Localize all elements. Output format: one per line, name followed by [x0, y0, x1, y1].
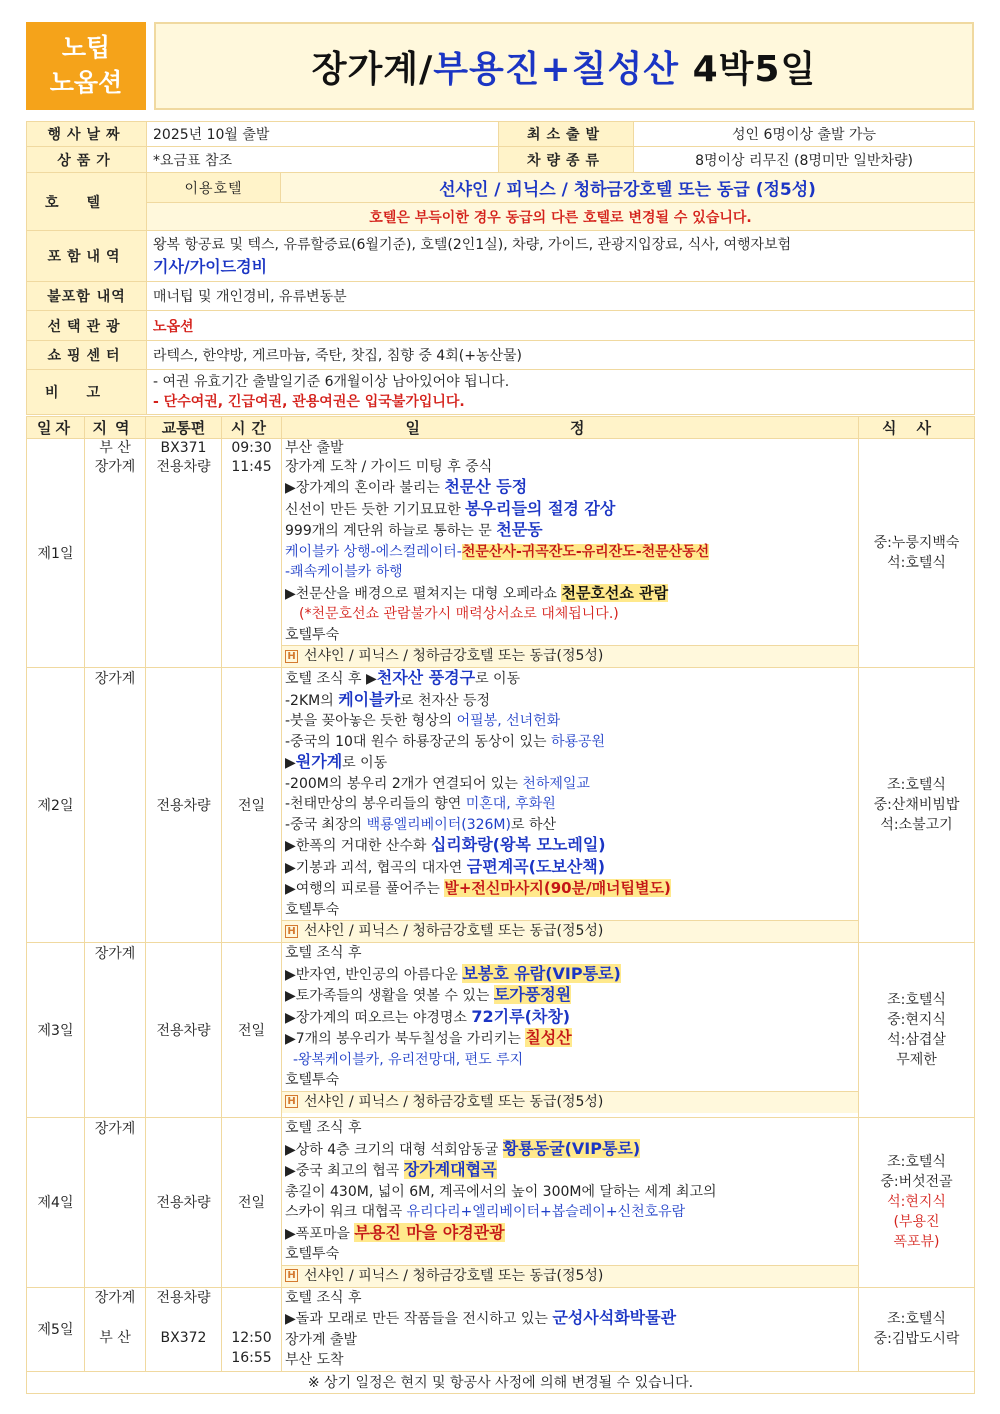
day1-line4-text: 신선이 만든 듯한 기기묘묘한: [285, 501, 466, 518]
day1-line1: 부산 출발: [285, 440, 344, 456]
day4-transport: 전용차량: [146, 1118, 222, 1288]
page-title: [154, 22, 974, 110]
day3-meal1: 조:호텔식: [887, 992, 946, 1008]
day2-line5-highlight: 원가계: [295, 752, 343, 771]
day1-line4-highlight: 봉우리들의 절경 감상: [465, 498, 616, 518]
day1-line5-highlight: 천문동: [496, 520, 543, 539]
no-tip-no-option-badge: [26, 22, 146, 110]
day4-line7: 호텔투숙: [285, 1246, 340, 1262]
note-1: - 여권 유효기간 출발일기준 6개월이상 남아있어야 됩니다.: [153, 374, 510, 390]
day4-line5-highlight: 유리다리+엘리베이터+봅슬레이+신천호유람: [406, 1204, 686, 1220]
day1-line10: 호텔투숙: [285, 626, 340, 643]
day2-line4-highlight: 하룡공원: [550, 733, 606, 750]
price-value: *요금표 참조: [147, 147, 499, 173]
min-value: 성인 6명이상 출발 가능: [634, 122, 975, 147]
day4-line3-highlight: 장가계대협곡: [403, 1160, 497, 1179]
hotel-icon: H: [285, 1095, 298, 1108]
day2-line10-highlight: 금편계곡(도보산책): [466, 856, 606, 876]
shopping-value: 라텍스, 한약방, 게르마늄, 죽탄, 찻집, 침향 중 4회(+농산물): [147, 341, 975, 370]
day2-line7-highlight: 미혼대, 후화원: [465, 796, 556, 812]
header-region: 지역: [85, 417, 146, 439]
day3-meal3: 석:삼겹살: [887, 1032, 946, 1048]
day1-hotel-row: [282, 645, 858, 667]
day1-line5-text: 999개의 계단위 하늘로 통하는 문: [285, 523, 497, 539]
day2-label: 제2일: [27, 668, 85, 943]
day4-line1: 호텔 조식 후: [285, 1120, 362, 1136]
day3-meal4: 무제한: [896, 1052, 937, 1068]
day4-line3-text: ▶중국 최고의 협곡: [285, 1163, 404, 1179]
day3-line2-text: ▶반자연, 반인공의 아름다운: [285, 966, 463, 983]
day3-row: [27, 943, 975, 1118]
day4-meal3: 석:현지식: [887, 1194, 946, 1211]
day4-time: 전일: [222, 1118, 282, 1288]
header-meal: 식사: [859, 417, 975, 439]
day1-time1: 09:30: [231, 440, 272, 456]
hotel-note: 호텔은 부득이한 경우 동급의 다른 호텔로 변경될 수 있습니다.: [147, 203, 975, 231]
day3-region: 장가계: [85, 943, 146, 1118]
day5-region1: 장가계: [94, 1289, 136, 1306]
day2-line3-text: -붓을 꽂아놓은 듯한 형상의: [285, 713, 457, 729]
day1-line3-text: ▶장가계의 혼이라 불리는: [285, 480, 445, 496]
day5-meal1: 조:호텔식: [887, 1311, 946, 1327]
day1-row: [27, 439, 975, 668]
day4-line2-text: ▶상하 4층 크기의 대형 석회암동굴: [285, 1141, 503, 1158]
day3-line5-highlight: 칠성산: [525, 1028, 572, 1047]
day4-meal2: 중:버섯전골: [880, 1174, 953, 1191]
day1-time2: 11:45: [231, 459, 272, 475]
day4-line5-text: 스카이 워크 대협곡: [285, 1204, 407, 1220]
day2-line11-text: ▶여행의 피로를 풀어주는: [285, 881, 445, 897]
day2-hotel-text: 선샤인 / 피닉스 / 청하금강호텔 또는 동급(정5성): [304, 923, 604, 939]
day1-line9: (*천문호선쇼 관람불가시 매력상서쇼로 대체됩니다.): [299, 606, 619, 622]
day5-line3: 장가계 출발: [285, 1331, 358, 1348]
day2-line5-suffix: 로 이동: [342, 755, 388, 771]
day2-line12: 호텔투숙: [285, 901, 340, 918]
hotel-icon: H: [285, 925, 298, 938]
day5-transport1: 전용차량: [156, 1289, 211, 1306]
day2-line10-text: ▶기봉과 괴석, 협곡의 대자연: [285, 859, 467, 876]
day5-line1: 호텔 조식 후: [285, 1289, 362, 1306]
day4-region: 장가계: [85, 1118, 146, 1288]
day2-line1-suffix: 로 이동: [475, 671, 521, 687]
day3-line1: 호텔 조식 후: [285, 945, 362, 961]
day1-meal2: 석:호텔식: [887, 555, 946, 571]
exclude-value: 매너팁 및 개인경비, 유류변동분: [147, 282, 975, 311]
header-itinerary: 일정: [282, 417, 859, 439]
day2-time: 전일: [222, 668, 282, 943]
day1-transport1: BX371: [160, 440, 207, 456]
day4-hotel-text: 선샤인 / 피닉스 / 청하금강호텔 또는 동급(정5성): [304, 1267, 604, 1284]
day3-hotel-text: 선샤인 / 피닉스 / 청하금강호텔 또는 동급(정5성): [304, 1093, 604, 1110]
day4-meal1: 조:호텔식: [887, 1154, 946, 1171]
option-value: 노옵션: [147, 311, 975, 341]
day2-line2-highlight: 케이블카: [338, 689, 401, 709]
day5-line2-text: ▶돌과 모래로 만든 작품들을 전시하고 있는: [285, 1311, 553, 1327]
day4-row: [27, 1118, 975, 1288]
day2-line8-text: -중국 최장의: [285, 816, 367, 833]
hotel-label: 호텔: [27, 173, 147, 231]
date-value: 2025년 10월 출발: [147, 122, 499, 147]
day4-line6-text: ▶폭포마을: [285, 1225, 355, 1242]
day1-region2: 장가계: [94, 459, 136, 475]
day1-line7: -쾌속케이블카 하행: [285, 564, 403, 580]
include-value: 왕복 항공료 및 텍스, 유류할증료(6월기준), 호텔(2인1실), 차량, 가이드, 관광지입장료, 식사, 여행자보험: [153, 237, 792, 253]
day2-transport: 전용차량: [146, 668, 222, 943]
day1-line8-highlight: 천문호선쇼 관람: [561, 583, 669, 602]
day1-region1: 부 산: [99, 440, 131, 456]
day3-line4-text: ▶장가계의 떠오르는 야경명소: [285, 1009, 472, 1026]
day3-meal2: 중:현지식: [887, 1012, 946, 1028]
badge-line2: 노옵션: [49, 68, 123, 97]
day4-meal5: 폭포뷰): [893, 1234, 940, 1251]
day3-line7: 호텔투숙: [285, 1072, 340, 1088]
day4-hotel-row: [282, 1265, 858, 1287]
day5-label: 제5일: [27, 1287, 85, 1371]
header-day: 일자: [27, 417, 85, 439]
title-part1: 장가계/: [311, 48, 434, 90]
day3-transport: 전용차량: [146, 943, 222, 1118]
min-label: 최소출발: [499, 122, 634, 147]
day1-meal1: 중:누룽지백숙: [873, 535, 960, 551]
day2-line8-highlight: 백룡엘리베이터(326M): [366, 816, 511, 833]
day4-line2-highlight: 황룡동굴(VIP통로): [502, 1138, 641, 1158]
day1-line8-text: ▶천문산을 배경으로 펼쳐지는 대형 오페라쇼: [285, 585, 562, 602]
day3-line4-highlight: 72기루(차창): [471, 1006, 571, 1026]
day5-row: [27, 1287, 975, 1371]
day1-line3-highlight: 천문산 등정: [444, 477, 528, 496]
day3-line5-text: ▶7개의 봉우리가 북두칠성을 가리키는: [285, 1031, 526, 1047]
shopping-label: 쇼핑센터: [27, 341, 147, 370]
hotel-icon: H: [285, 650, 298, 663]
day3-line2-highlight: 보봉호 유람(VIP통로): [462, 963, 621, 983]
day2-line2-suffix: 로 천자산 등정: [400, 692, 491, 709]
day2-line3-highlight: 어필봉, 선녀헌화: [456, 713, 561, 729]
hotel-value: 선샤인 / 피닉스 / 청하금강호텔 또는 동급 (정5성): [281, 173, 975, 203]
option-label: 선택관광: [27, 311, 147, 341]
day2-line9-text: ▶한폭의 거대한 산수화: [285, 838, 431, 854]
note-label: 비고: [27, 370, 147, 415]
day2-line6-highlight: 천하제일교: [522, 775, 590, 792]
footer-note: ※ 상기 일정은 현지 및 항공사 사정에 의해 변경될 수 있습니다.: [27, 1371, 975, 1393]
day2-line2-text: -2KM의: [285, 692, 339, 709]
day1-line6-text: 케이블카 상행-에스컬레이터-: [285, 543, 462, 560]
day2-line4-text: -중국의 10대 원수 하룡장군의 동상이 있는: [285, 733, 551, 750]
day2-line6-text: -200M의 봉우리 2개가 연결되어 있는: [285, 775, 523, 792]
vehicle-label: 차량종류: [499, 147, 634, 173]
header-transport: 교통편: [146, 417, 222, 439]
day1-transport2: 전용차량: [156, 459, 211, 475]
vehicle-value: 8명이상 리무진 (8명미만 일반차량): [634, 147, 975, 173]
day2-region: 장가계: [85, 668, 146, 943]
day5-transport2: BX372: [160, 1329, 207, 1346]
day4-line4: 총길이 430M, 넓이 6M, 계곡에서의 높이 300M에 달하는 세계 최고의: [285, 1183, 717, 1200]
info-table: [26, 121, 975, 415]
day3-line3-highlight: 토가풍정원: [493, 985, 572, 1004]
day2-meal2: 중:산채비빔밥: [873, 797, 960, 813]
day5-line2-highlight: 군성사석화박물관: [552, 1308, 677, 1327]
day3-label: 제3일: [27, 943, 85, 1118]
day1-label: 제1일: [27, 439, 85, 668]
day2-hotel-row: [282, 920, 858, 942]
day1-line6-highlight: 천문산사-귀곡잔도-유리잔도-천문산동선: [461, 543, 710, 560]
day2-line8-suffix: 로 하산: [510, 816, 557, 833]
day3-line6: -왕복케이블카, 유리전망대, 편도 루지: [293, 1051, 524, 1068]
day2-line7-text: -천태만상의 봉우리들의 향연: [285, 796, 466, 812]
header-time: 시간: [222, 417, 282, 439]
badge-line1: 노팁: [61, 33, 111, 62]
day1-hotel-text: 선샤인 / 피닉스 / 청하금강호텔 또는 동급(정5성): [304, 648, 604, 664]
day5-region2: 부 산: [99, 1329, 131, 1346]
exclude-label: 불포함 내역: [27, 282, 147, 311]
day5-time2: 16:55: [231, 1349, 272, 1366]
price-label: 상품가: [27, 147, 147, 173]
day4-meal4: (부용진: [893, 1214, 940, 1231]
day2-line9-highlight: 십리화랑(왕복 모노레일): [430, 835, 606, 854]
day4-line6-highlight: 부용진 마을 야경관광: [354, 1222, 505, 1242]
day4-label: 제4일: [27, 1118, 85, 1288]
day2-line1-highlight: 천자산 풍경구: [376, 668, 476, 687]
date-label: 행사날짜: [27, 122, 147, 147]
title-part2: 부용진+칠성산: [433, 48, 680, 90]
day3-time: 전일: [222, 943, 282, 1118]
day3-line3-text: ▶토가족들의 생활을 엿볼 수 있는: [285, 988, 494, 1004]
day3-hotel-row: [282, 1091, 858, 1113]
day2-meal3: 석:소불고기: [880, 817, 953, 833]
hotel-icon: H: [285, 1269, 298, 1282]
hotel-sublabel: 이용호텔: [147, 173, 281, 203]
include-extra: 기사/가이드경비: [153, 257, 268, 276]
day5-time1: 12:50: [231, 1329, 272, 1346]
day1-line2: 장가계 도착 / 가이드 미팅 후 중식: [285, 459, 493, 475]
day5-meal2: 중:김밥도시락: [873, 1331, 960, 1347]
day2-row: [27, 668, 975, 943]
day2-line5-arrow: ▶: [285, 755, 296, 771]
day5-line4: 부산 도착: [285, 1352, 344, 1368]
day2-line1-text: 호텔 조식 후 ▶: [285, 671, 377, 687]
include-label: 포함내역: [27, 231, 147, 282]
schedule-table: [26, 416, 975, 1394]
note-2: - 단수여권, 긴급여권, 관용여권은 입국불가입니다.: [153, 394, 465, 410]
day2-line11-highlight: 발+전신마사지(90분/매너팁별도): [444, 879, 671, 897]
day2-meal1: 조:호텔식: [887, 777, 946, 793]
title-part3: 4박5일: [679, 48, 817, 90]
